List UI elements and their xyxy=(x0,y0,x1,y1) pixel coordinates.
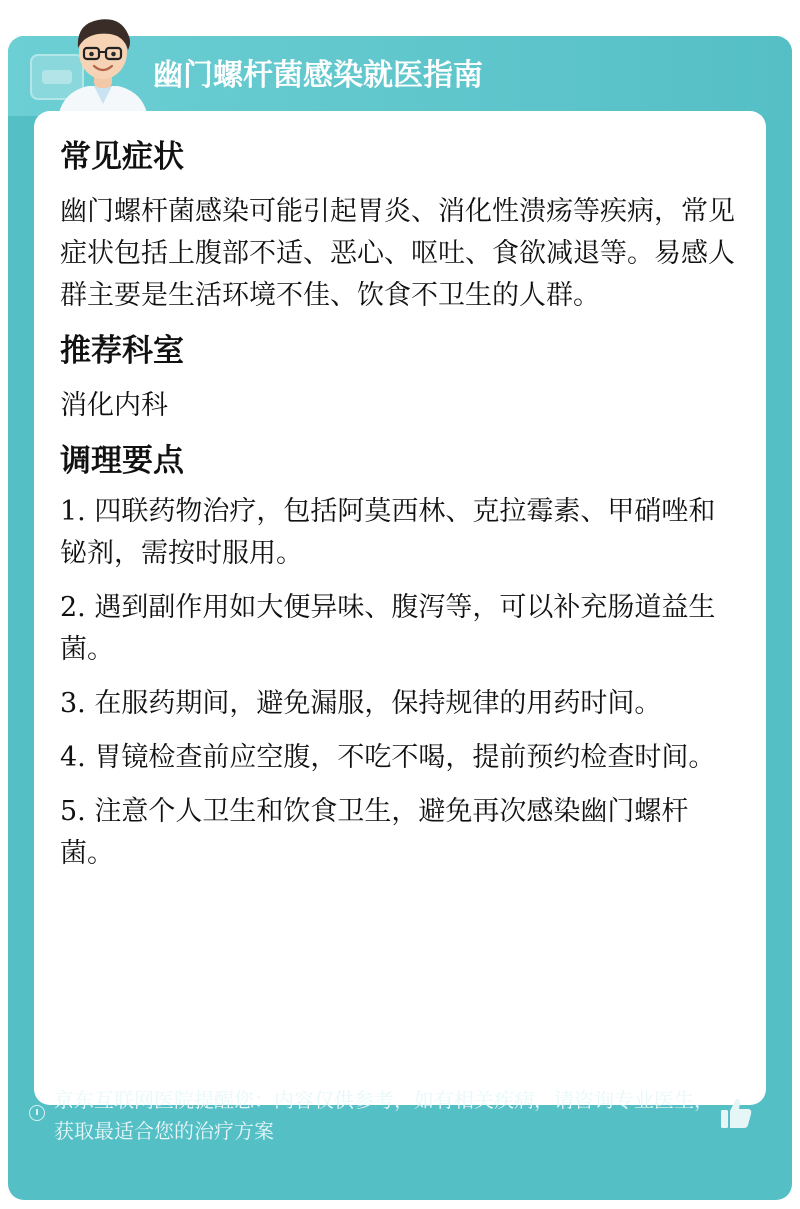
department-text: 消化内科 xyxy=(60,390,168,421)
disclaimer-text: 京东互联网医院提醒您：内容仅供参考，如有相关疾病，请咨询专业医生，获取最适合您的治疗方案 xyxy=(54,1088,714,1143)
list-item-text: 遇到副作用如大便异味、腹泻等，可以补充肠道益生菌。 xyxy=(60,592,716,665)
list-item-text: 四联药物治疗，包括阿莫西林、克拉霉素、甲硝唑和铋剂，需按时服用。 xyxy=(60,496,716,569)
guide-card xyxy=(8,36,792,1200)
section-heading-symptoms: 常见症状 xyxy=(60,139,184,175)
list-item xyxy=(60,737,736,779)
list-item-text: 在服药期间，避免漏服，保持规律的用药时间。 xyxy=(94,688,662,719)
section-heading-care: 调理要点 xyxy=(60,443,184,479)
list-item xyxy=(60,791,736,875)
list-item-number: 3. xyxy=(60,688,86,719)
list-item-number: 4. xyxy=(60,742,86,773)
info-icon xyxy=(29,1105,45,1121)
section-heading-department: 推荐科室 xyxy=(60,333,184,369)
content-panel xyxy=(34,111,766,1105)
list-item-number: 1. xyxy=(60,496,86,527)
doctor-avatar-icon xyxy=(48,8,158,118)
list-item xyxy=(60,587,736,671)
symptoms-text: 幽门螺杆菌感染可能引起胃炎、消化性溃疡等疾病，常见症状包括上腹部不适、恶心、呕吐、食欲减退等。易感人群主要是生活环境不佳、饮食不卫生的人群。 xyxy=(60,196,735,311)
footer xyxy=(26,1085,766,1155)
page-title: 幽门螺杆菌感染就医指南 xyxy=(153,58,483,93)
list-item-text: 胃镜检查前应空腹，不吃不喝，提前预约检查时间。 xyxy=(94,742,716,773)
list-item xyxy=(60,491,736,575)
list-item xyxy=(60,683,736,725)
thumbs-up-icon[interactable] xyxy=(718,1095,754,1131)
list-item-number: 5. xyxy=(60,796,86,827)
list-item-text: 注意个人卫生和饮食卫生，避免再次感染幽门螺杆菌。 xyxy=(60,796,689,869)
list-item-number: 2. xyxy=(60,592,86,623)
